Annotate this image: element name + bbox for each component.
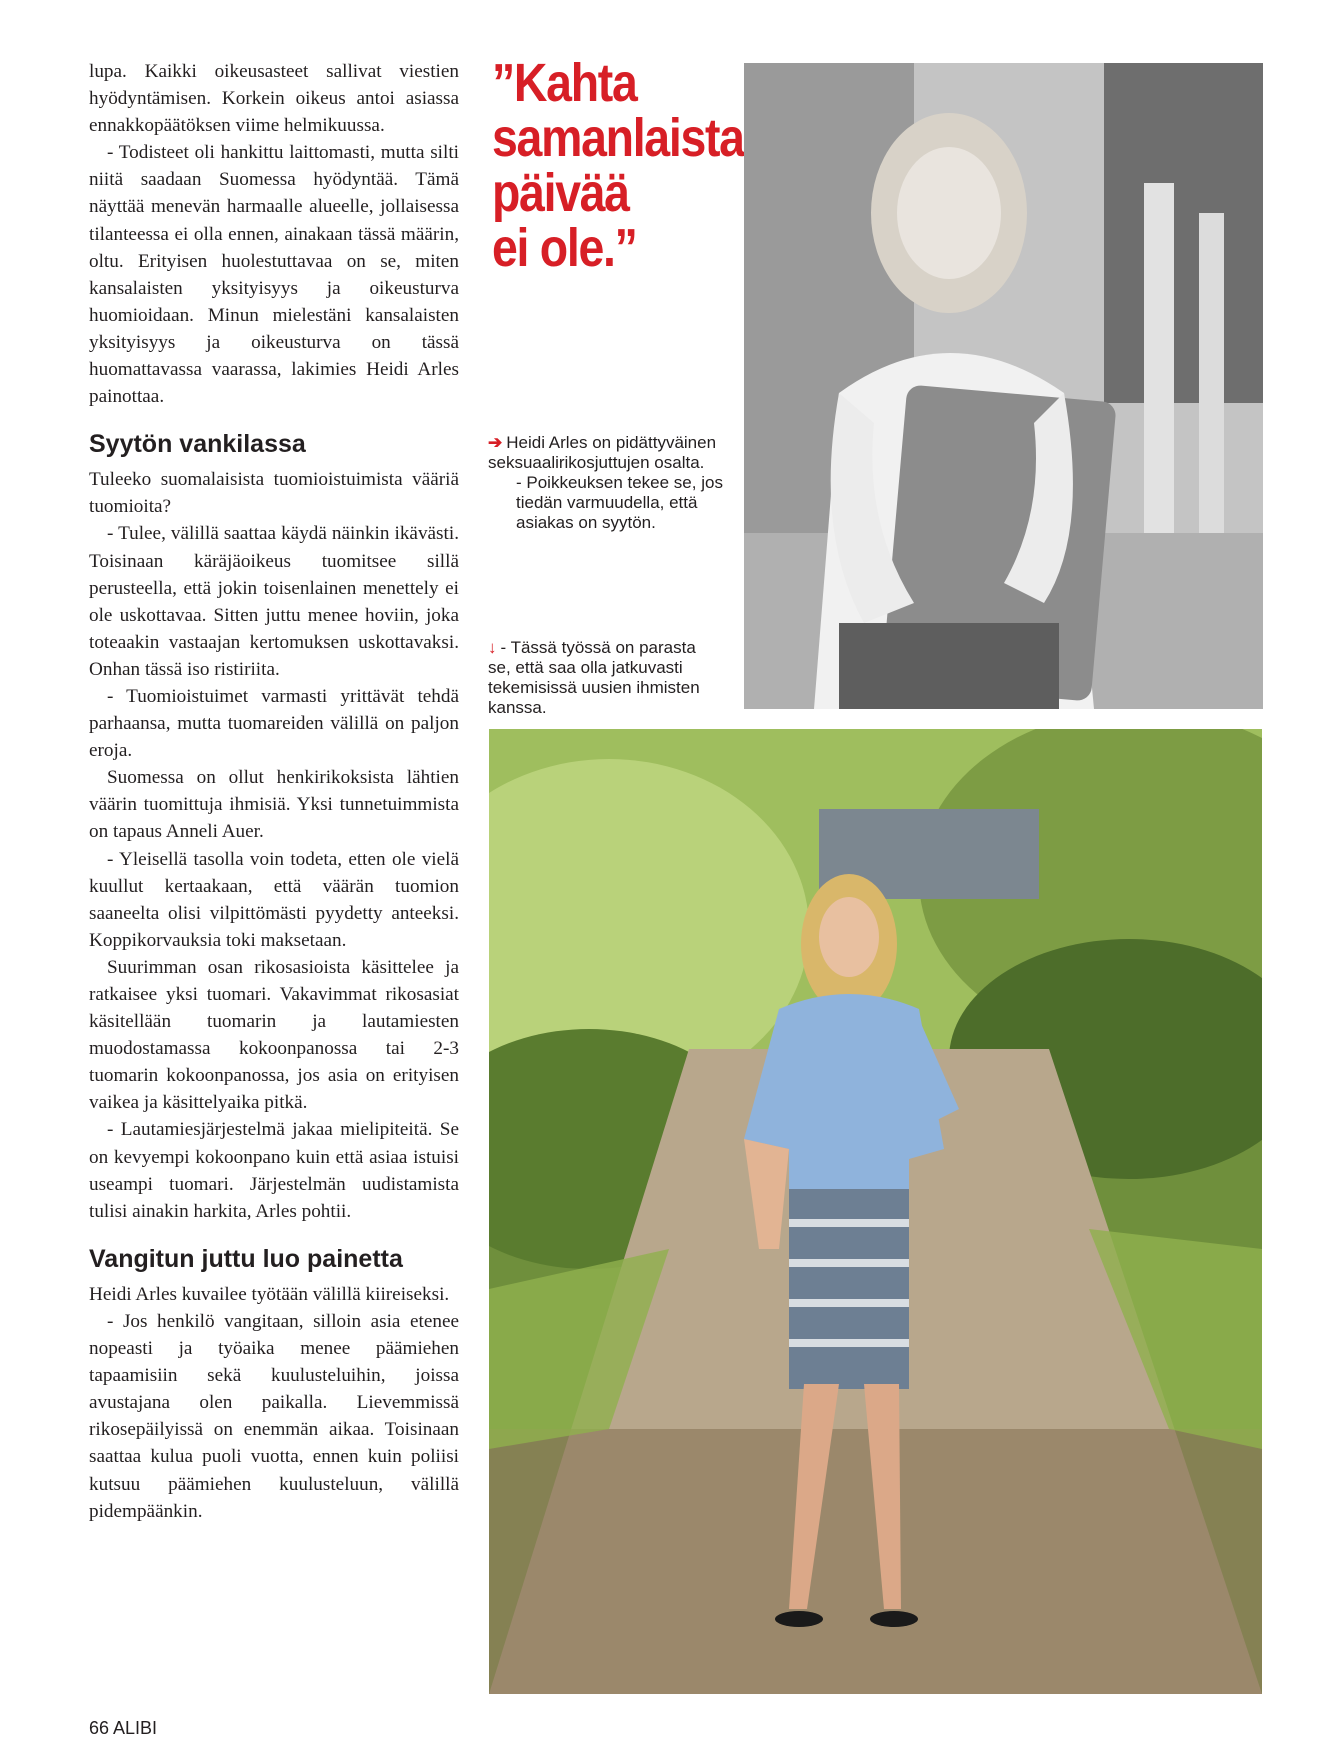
pull-quote-line: samanlaista	[492, 108, 744, 168]
paragraph: Suurimman osan rikosasioista käsittelee ja ratkaisee yksi tuomari. Vakavimmat rikosasiat käsitellään tuomarin ja lautamiesten muodostamassa kokoonpanossa tai 2-3 tuomarin kokoonpanossa, jos asia on erityisen vaikea ja käsittelyaika pitkä.	[89, 956, 459, 1114]
paragraph: Suomessa on ollut henkirikoksista lähtien väärin tuomittuja ihmisiä. Yksi tunnetuimmista on tapaus Anneli Auer.	[89, 767, 459, 843]
pull-quote	[492, 53, 744, 278]
paragraph: - Yleisellä tasolla voin todeta, etten ole vielä kuullut kertaakaan, että väärän tuomion saaneelta olisi vilpittömästi pyydetty anteeksi. Koppikorvauksia toki maksetaan.	[89, 848, 459, 951]
paragraph: - Jos henkilö vangitaan, silloin asia etenee nopeasti ja työaika menee päämiehen tapaamisiin sekä kuulusteluihin, joissa avustajana olen paikalla. Lievemmissä rikosepäilyissä on enemmän aikaa. Toisinaan saattaa kulua puoli vuotta, ennen kuin poliisi kutsuu päämiehen kuulusteluun, välillä pidempäänkin.	[89, 1310, 459, 1522]
caption-text: - Tässä työssä on parasta se, että saa olla jatkuvasti tekemisissä uusien ihmisten kanssa.	[488, 638, 700, 717]
subheading: Vangitun juttu luo painetta	[89, 1244, 403, 1273]
paragraph: - Tulee, välillä saattaa käydä näinkin ikävästi. Toisinaan käräjäoikeus tuomitsee sillä perusteella, että jokin toisenlainen menettely ei ole uskottavaa. Sitten juttu menee hoviin, joka toteaakin vastaajan kertomuksen uskottavaksi. Onhan tässä iso ristiriita.	[89, 523, 459, 680]
arrow-right-icon: ➔	[488, 433, 503, 452]
photo-caption-1	[488, 433, 728, 533]
paragraph: Heidi Arles kuvailee työtään välillä kiireiseksi.	[89, 1283, 450, 1305]
page-footer: 66 ALIBI	[89, 1718, 158, 1738]
full-body-photo	[489, 729, 1262, 1694]
pull-quote-line: päivää	[492, 163, 629, 223]
paragraph: - Todisteet oli hankittu laittomasti, mutta silti niitä saadaan Suomessa hyödyntää. Tämä näyttää menevän harmaalle alueelle, jollaisessa tilanteessa ei olla ennen, ainakaan tässä määrin, oltu. Erityisen huolestuttavaa on se, miten kansalaisten yksityisyys ja oikeusturva huomioidaan. Minun mielestäni kansalaisten yksityisyys ja oikeusturva on tässä huomattavassa vaarassa, lakimies Heidi Arles painottaa.	[89, 142, 459, 408]
subheading: Syytön vankilassa	[89, 430, 306, 459]
caption-text: Heidi Arles on pidättyväinen seksuaalirikosjuttujen osalta.	[488, 433, 717, 472]
pull-quote-line: ei ole.”	[492, 218, 637, 278]
paragraph: - Tuomioistuimet varmasti yrittävät tehdä parhaansa, mutta tuomareiden välillä on paljon eroja.	[89, 685, 459, 762]
paragraph: lupa. Kaikki oikeusasteet sallivat viestien hyödyntämisen. Korkein oikeus antoi asiassa ennakkopäätöksen viime helmikuussa.	[89, 61, 459, 137]
paragraph: - Lautamiesjärjestelmä jakaa mielipiteitä. Se on kevyempi kokoonpano kuin että asiaa istuisi useampi tuomari. Järjestelmän uudistamista tulisi ainakin harkita, Arles pohtii.	[89, 1119, 459, 1222]
portrait-photo-bw	[744, 63, 1263, 709]
photo-caption-2	[488, 638, 718, 718]
arrow-down-icon: ↓	[488, 638, 497, 657]
article-body	[89, 58, 459, 1525]
paragraph: Tuleeko suomalaisista tuomioistuimista vääriä tuomioita?	[89, 469, 459, 518]
caption-text: - Poikkeuksen tekee se, jos tiedän varmuudella, että asiakas on syytön.	[516, 473, 723, 532]
pull-quote-line: ”Kahta	[492, 53, 637, 113]
